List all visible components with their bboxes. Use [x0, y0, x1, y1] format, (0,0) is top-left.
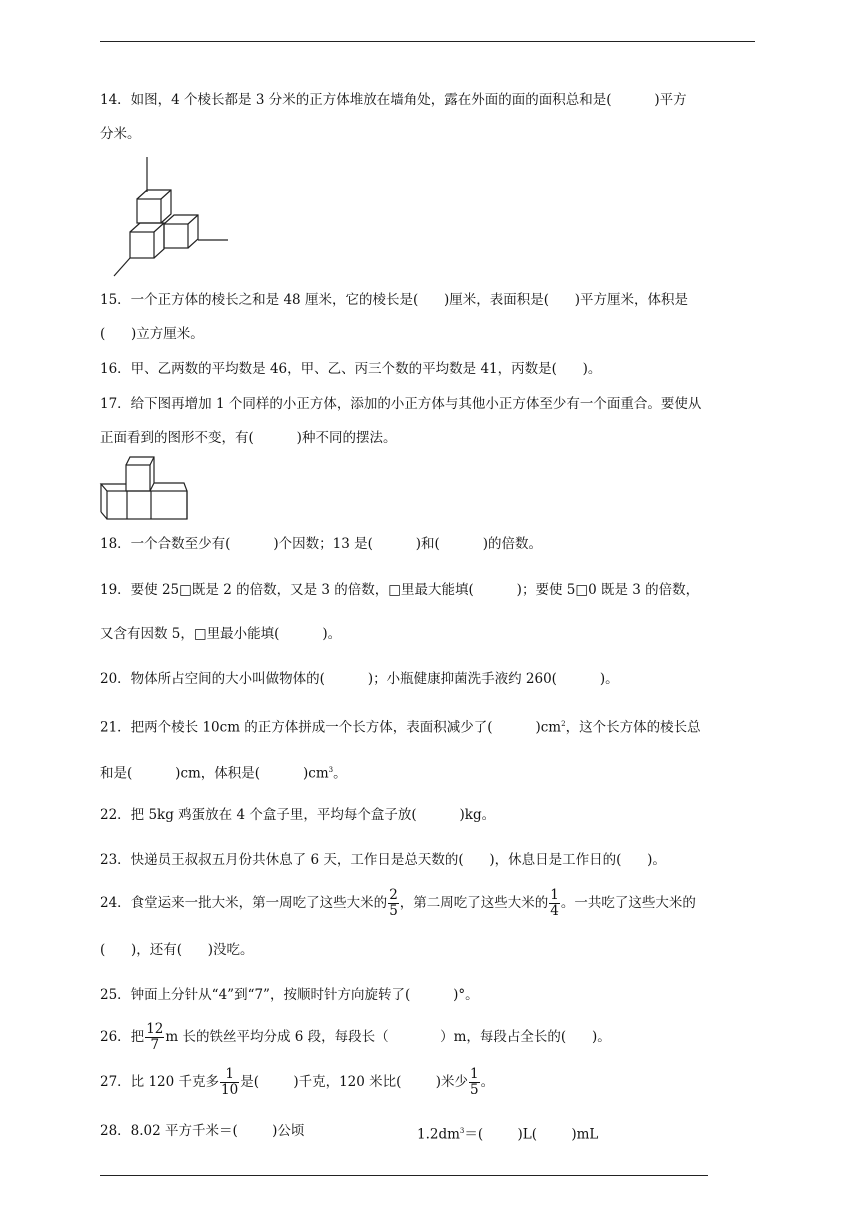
question-22: 22．把 5kg 鸡蛋放在 4 个盒子里，平均每个盒子放( )kg。	[100, 807, 496, 823]
fraction-1-4: $\frac{1}{4}$	[550, 887, 559, 919]
question-17-line-2: 正面看到的图形不变，有( )种不同的摆法。	[100, 430, 397, 446]
bottom-rule	[100, 1175, 708, 1176]
question-28-part-1: 28．8.02 平方千米＝( )公顷	[100, 1123, 305, 1139]
question-16: 16．甲、乙两数的平均数是 46，甲、乙、丙三个数的平均数是 41，丙数是( )。	[100, 361, 602, 377]
question-21-line-2: 和是( )cm，体积是( )$cm^3$。	[100, 765, 347, 782]
question-19-line-2: 又含有因数 5，□里最小能填( )。	[100, 626, 342, 642]
stacked-cubes-corner-figure	[110, 152, 235, 282]
fraction-1-10: $\frac{1}{10}$	[221, 1066, 239, 1098]
fraction-1-5: $\frac{1}{5}$	[470, 1066, 479, 1098]
fraction-2-5: $\frac{2}{5}$	[389, 887, 398, 919]
top-rule	[100, 41, 755, 42]
question-14-line-1: 14．如图，4 个棱长都是 3 分米的正方体堆放在墙角处，露在外面的面的面积总和是( )平方	[100, 92, 687, 108]
question-24-line-1: 24．食堂运来一批大米，第一周吃了这些大米的 $\frac{2}{5}$ ，第二周吃了这些大米的 $\frac{1}{4}$ 。一共吃了这些大米的	[100, 887, 696, 919]
question-26: 26．把 $\frac{12}{7}$ m 长的铁丝平均分成 6 段，每段长（ ）m，每段占全长的( )。	[100, 1021, 611, 1053]
question-18: 18．一个合数至少有( )个因数；13 是( )和( )的倍数。	[100, 536, 542, 552]
small-cubes-front-figure	[96, 454, 192, 522]
question-15-line-2: ( )立方厘米。	[100, 326, 204, 342]
question-14-line-2: 分米。	[100, 126, 141, 142]
question-15-line-1: 15．一个正方体的棱长之和是 48 厘米，它的棱长是( )厘米，表面积是( )平方厘米，体积是	[100, 292, 689, 308]
question-19-line-1: 19．要使 25□既是 2 的倍数，又是 3 的倍数，□里最大能填( )；要使 5□0 既是 3 的倍数，	[100, 582, 700, 598]
superscript-3: 3	[328, 766, 334, 774]
superscript-2: 2	[561, 720, 566, 728]
question-27: 27．比 120 千克多 $\frac{1}{10}$ 是( )千克，120 米比( )米少 $\frac{1}{5}$ 。	[100, 1066, 495, 1098]
fraction-12-7: $\frac{12}{7}$	[146, 1021, 164, 1053]
question-28-part-2: $1.2dm^3=$( )L( )mL	[417, 1126, 599, 1143]
question-21-line-1: 21．把两个棱长 10cm 的正方体拼成一个长方体，表面积减少了( )$cm^2$，这个长方体的棱长总	[100, 719, 701, 736]
question-20: 20．物体所占空间的大小叫做物体的( )；小瓶健康抑菌洗手液约 260( )。	[100, 671, 619, 687]
question-25: 25．钟面上分针从“4”到“7”，按顺时针方向旋转了( )°。	[100, 987, 479, 1003]
question-17-line-1: 17．给下图再增加 1 个同样的小正方体，添加的小正方体与其他小正方体至少有一个面重合。要使从	[100, 396, 702, 412]
question-23: 23．快递员王叔叔五月份共休息了 6 天，工作日是总天数的( )，休息日是工作日的( )。	[100, 852, 666, 868]
superscript-3: 3	[459, 1127, 465, 1135]
question-24-line-2: ( )，还有( )没吃。	[100, 942, 254, 958]
